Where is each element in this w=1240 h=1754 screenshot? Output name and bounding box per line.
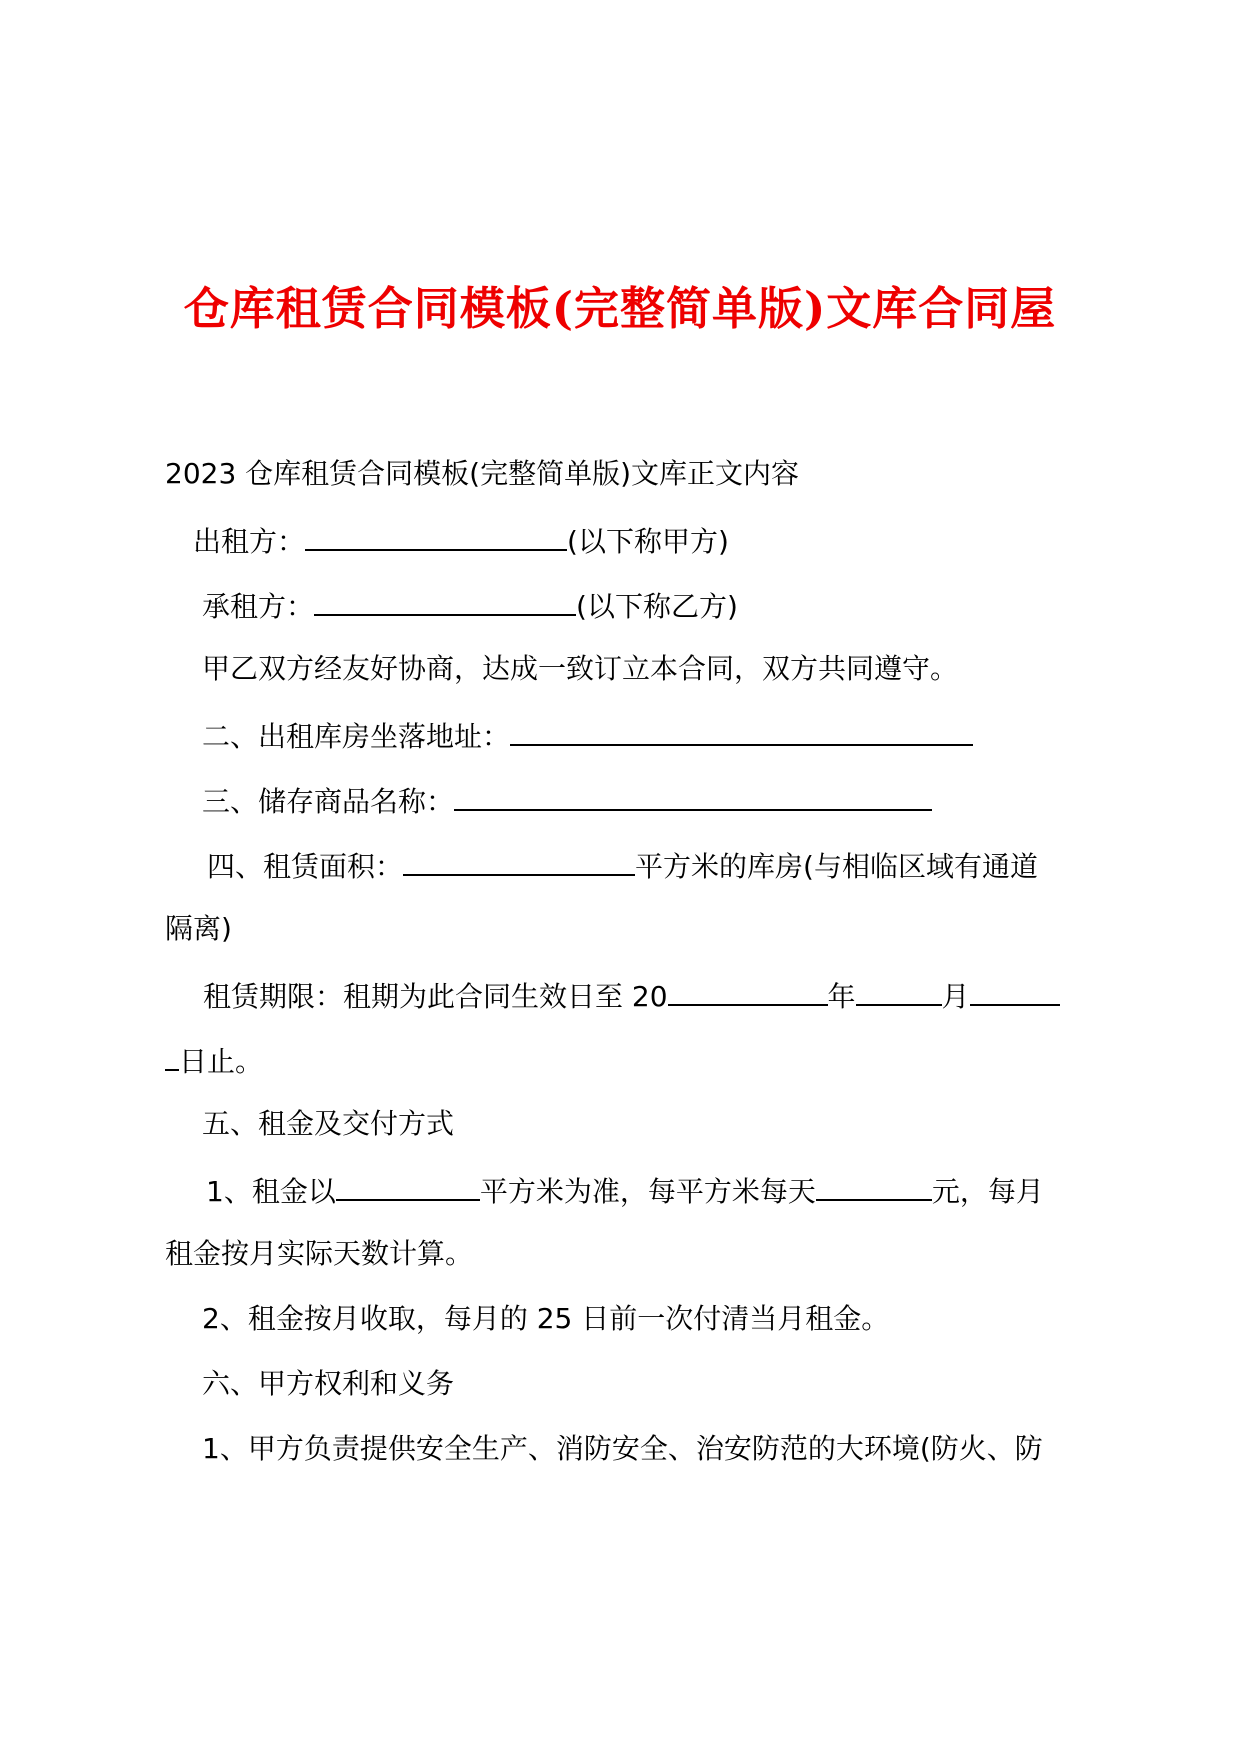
rent1-line bbox=[206, 1169, 1044, 1212]
term-end: 日止。 bbox=[179, 1045, 264, 1078]
rent1-suffix: 元，每月 bbox=[931, 1175, 1044, 1208]
rent-price-blank[interactable] bbox=[816, 1169, 932, 1201]
month-blank[interactable] bbox=[856, 974, 942, 1006]
clause4-line bbox=[207, 844, 1038, 887]
term-text: 租赁期限：租期为此合同生效日至 20 bbox=[203, 980, 668, 1013]
day-blank-cont[interactable] bbox=[165, 1039, 179, 1071]
lessor-blank[interactable] bbox=[305, 519, 567, 551]
rent1-continuation: 租金按月实际天数计算。 bbox=[165, 1237, 474, 1270]
clause2-label: 二、出租库房坐落地址： bbox=[202, 720, 511, 753]
clause3-line bbox=[202, 779, 932, 822]
day-blank[interactable] bbox=[970, 974, 1060, 1006]
address-blank[interactable] bbox=[510, 714, 973, 746]
lessor-label: 出租方： bbox=[193, 525, 306, 558]
document-title: 仓库租赁合同模板(完整简单版)文库合同屋 bbox=[183, 282, 1057, 335]
term-year: 年 bbox=[827, 980, 856, 1013]
area-blank[interactable] bbox=[403, 844, 635, 876]
rent2-line: 2、租金按月收取，每月的 25 日前一次付清当月租金。 bbox=[202, 1302, 890, 1335]
term-month: 月 bbox=[941, 980, 970, 1013]
lessee-blank[interactable] bbox=[314, 584, 576, 616]
term-end-line bbox=[165, 1039, 263, 1082]
rent-area-blank[interactable] bbox=[336, 1169, 480, 1201]
lessor-line bbox=[193, 519, 729, 562]
intro-line: 2023 仓库租赁合同模板(完整简单版)文库正文内容 bbox=[165, 457, 800, 490]
clause4-suffix: 平方米的库房(与相临区域有通道 bbox=[635, 850, 1038, 883]
rent1-prefix: 1、租金以 bbox=[206, 1175, 336, 1208]
year-blank[interactable] bbox=[668, 974, 828, 1006]
lessee-label: 承租方： bbox=[202, 590, 315, 623]
rent1-mid: 平方米为准，每平方米每天 bbox=[479, 1175, 816, 1208]
clause5-heading: 五、租金及交付方式 bbox=[202, 1107, 455, 1140]
lessor-suffix: (以下称甲方) bbox=[567, 525, 729, 558]
clause3-label: 三、储存商品名称： bbox=[202, 785, 455, 818]
clause6-heading: 六、甲方权利和义务 bbox=[202, 1367, 455, 1400]
goods-blank[interactable] bbox=[454, 779, 932, 811]
clause4-label: 四、租赁面积： bbox=[207, 850, 404, 883]
agreement-line: 甲乙双方经友好协商，达成一致订立本合同，双方共同遵守。 bbox=[202, 652, 959, 685]
lessee-suffix: (以下称乙方) bbox=[576, 590, 738, 623]
duty1-line: 1、甲方负责提供安全生产、消防安全、治安防范的大环境(防火、防 bbox=[202, 1432, 1043, 1465]
clause2-line bbox=[202, 714, 973, 757]
lessee-line bbox=[202, 584, 738, 627]
clause4-continuation: 隔离) bbox=[165, 912, 232, 945]
term-line bbox=[203, 974, 1060, 1017]
